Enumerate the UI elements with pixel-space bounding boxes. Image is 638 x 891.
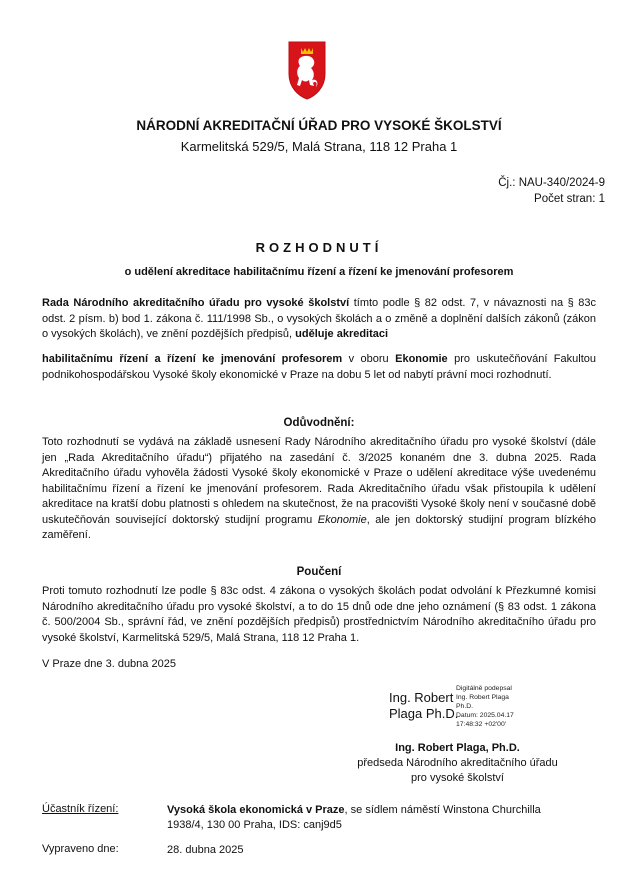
council-name: Rada Národního akreditačního úřadu pro vysoké školství (42, 297, 350, 309)
decision-paragraph-1 (42, 296, 596, 343)
grants-accreditation: uděluje akreditaci (295, 328, 389, 340)
reference-number: Čj.: NAU-340/2024-9 (498, 177, 605, 189)
decision-title: ROZHODNUTÍ (255, 240, 383, 255)
dispatched-date: 28. dubna 2025 (167, 844, 244, 856)
decision-scope: pro uskutečňování Fakultou podnikohospodářskou Vysoké školy ekonomické v Praze na dobu 5 let od nabytí právní moci rozhodnutí. (42, 353, 596, 381)
coat-of-arms-icon (287, 40, 327, 100)
decision-subtitle: o udělení akreditace habilitačnímu řízení a řízení ke jmenování profesorem (124, 266, 514, 278)
instruction-paragraph: Proti tomuto rozhodnutí lze podle § 83c odst. 4 zákona o vysokých školách podat odvolání k Přezkumné komisi Národního akreditačního úřadu pro vysoké školství, a to do 15 dnů ode dne jeho oznámení (§ 83 odst. 1 zákona č. 500/2004 Sb., správní řád, ve znění pozdějších předpisů) prostřednictvím Národního akreditačního úřadu pro vysoké školství, Karmelitská 529/5, Malá Strana, 118 12 Praha 1. (42, 585, 596, 644)
signatory-name: Ing. Robert Plaga, Ph.D. (395, 742, 520, 754)
legal-basis: tímto podle § 82 odst. 7, v návaznosti na § 83c odst. 2 písm. b) bod 1. zákona č. 111/1998 Sb., o vysokých školách a o změně a doplnění dalších zákonů (zákon o vysokých školách), ve znění pozdějších předpisů, (42, 297, 596, 340)
page-count: Počet stran: 1 (534, 193, 605, 205)
signature-details: Digitálně podepsal Ing. Robert Plaga Ph.D. Datum: 2025.04.17 17:48:32 +02'00' (456, 685, 514, 728)
signatory-role: předseda Národního akreditačního úřadu (357, 757, 558, 769)
procedure-name: habilitačnímu řízení a řízení ke jmenování profesorem (42, 353, 343, 365)
signature-name-large: Ing. Robert Plaga Ph.D. (389, 690, 459, 721)
participant-label: Účastník řízení: (42, 803, 119, 815)
place-date: V Praze dne 3. dubna 2025 (42, 658, 176, 670)
authority-address: Karmelitská 529/5, Malá Strana, 118 12 Praha 1 (180, 139, 458, 154)
decision-paragraph-2: habilitačnímu řízení a řízení ke jmenování profesorem v oboru Ekonomie pro uskutečňování Fakultou podnikohospodářskou Vysoké školy ekonomické v Praze na dobu 5 let od nabytí právní moci rozhodnutí. (42, 353, 596, 381)
reasoning-paragraph: Toto rozhodnutí se vydává na základě usnesení Rady Národního akreditačního úřadu pro vysoké školství (dále jen „Rada Akreditačního úřadu“) přijatého na zasedání č. 3/2025 konaném dne 3. dubna 2025. Rada Akreditačního úřadu vyhověla žádosti Vysoké školy ekonomické v Praze o udělení akreditace výše uvedenému habilitačnímu řízení a řízení ke jmenování profesorem. Rada Akreditačního úřadu však přistoupila k udělení akreditace na kratší dobu platnosti s ohledem na skutečnost, že na pracovišti Vysoké školy není v současné době uskutečňován související doktorský studijní programu Ekonomie, ale jen doktorský studijní program blízkého zaměření. (42, 436, 596, 541)
field-name: Ekonomie (395, 353, 448, 365)
reasoning-heading: Odůvodnění: (283, 417, 355, 429)
signatory-block: Ing. Robert Plaga, Ph.D. předseda Národního akreditačního úřadu pro vysoké školství (340, 741, 575, 786)
dispatched-label: Vypraveno dne: (42, 843, 119, 855)
authority-name: NÁRODNÍ AKREDITAČNÍ ÚŘAD PRO VYSOKÉ ŠKOLSTVÍ (136, 118, 502, 133)
participant-value: Vysoká škola ekonomická v Praze, se sídlem náměstí Winstona Churchilla 1938/4, 130 00 Praha, IDS: canj9d5 (167, 804, 541, 831)
instruction-heading: Poučení (296, 566, 342, 578)
